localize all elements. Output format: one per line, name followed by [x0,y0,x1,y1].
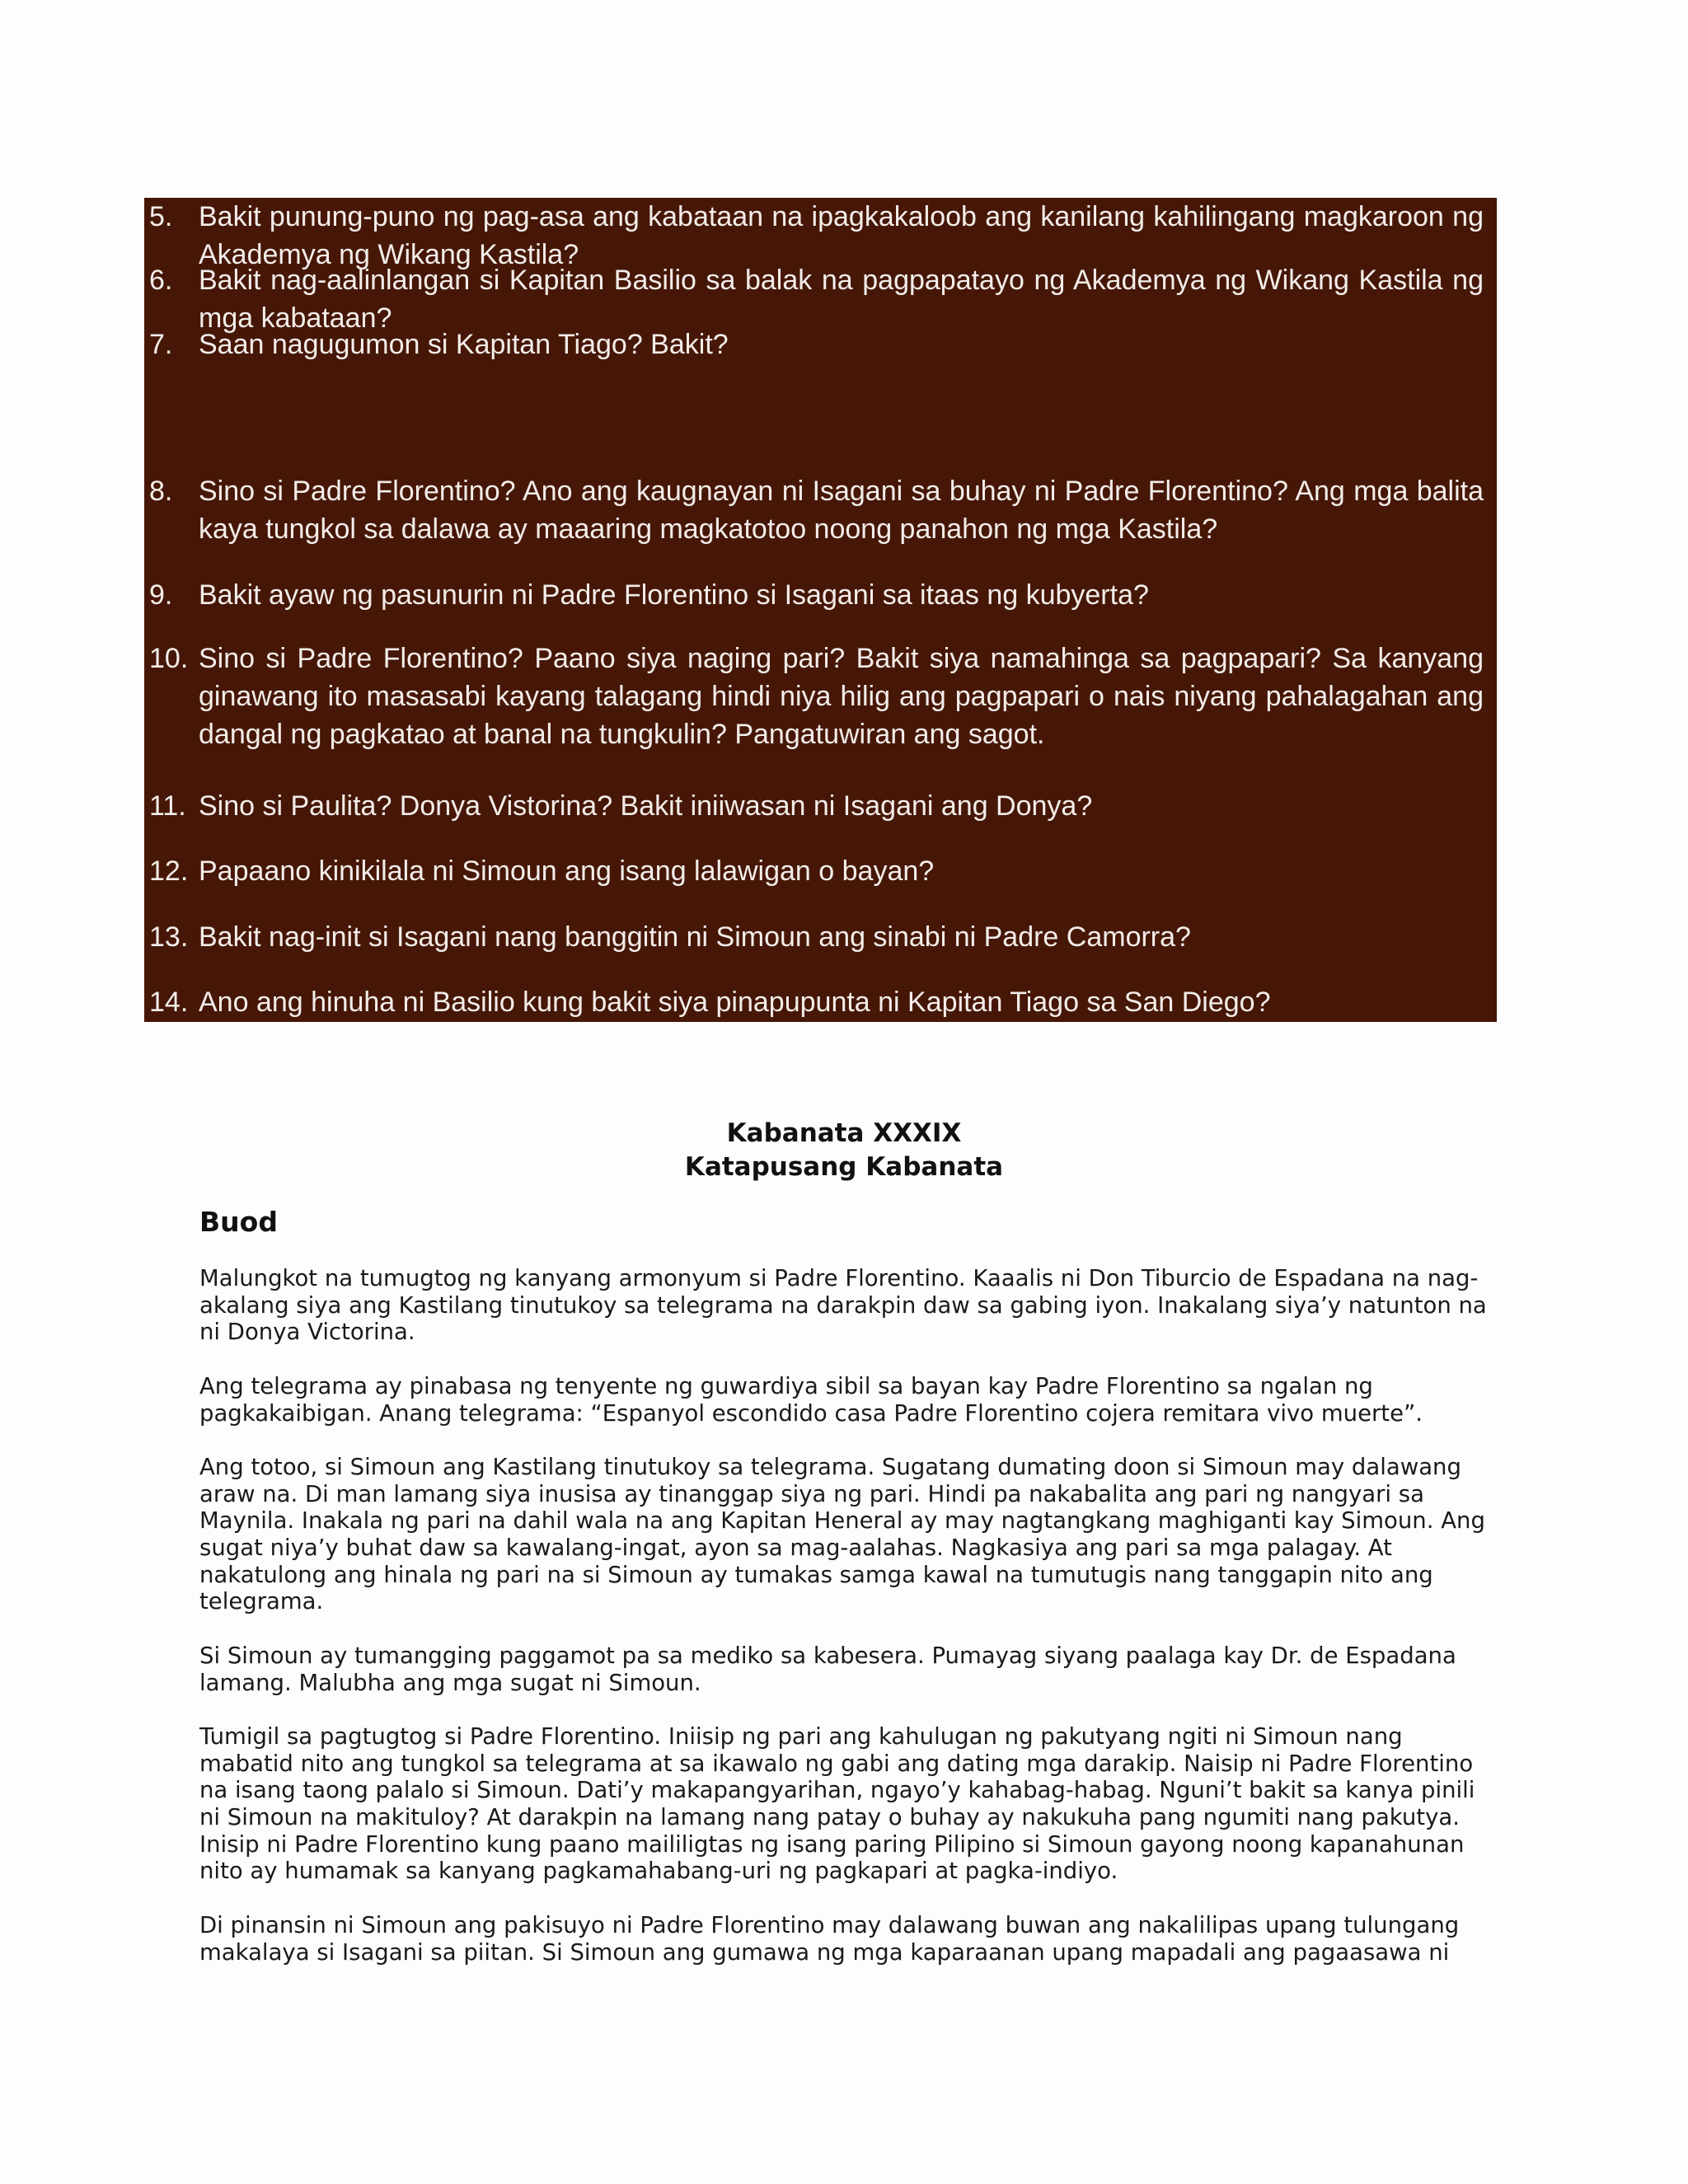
question-number: 13. [149,921,189,953]
question-text: Sino si Paulita? Donya Vistorina? Bakit iniiwasan ni Isagani ang Donya? [199,790,1093,822]
question-text: Bakit nag-init si Isagani nang banggitin ni Simoun ang sinabi ni Padre Camorra? [199,921,1191,953]
question-text: Ano ang hinuha ni Basilio kung bakit siya pinapupunta ni Kapitan Tiago sa San Diego? [199,987,1271,1018]
question-text: Saan nagugumon si Kapitan Tiago? Bakit? [199,329,729,360]
question-text: Sino si Padre Florentino? Paano siya naging pari? Bakit siya namahinga sa pagpapari? Sa kanyang ginawang ito masasabi kayang talagang hindi niya hilig ang pagpapari o nais niyang pahalagahan ang dangal ng pagkatao at banal na tungkulin? Pangatuwiran ang sagot. [199,643,1484,750]
summary-paragraph: Malungkot na tumugtog ng kanyang armonyum si Padre Florentino. Kaaalis ni Don Tiburcio de Espadana na nag-akalang siya ang Kastilang tinutukoy sa telegrama na darakpin daw sa gabing iyon. Inakalang siya’y natunton na ni Donya Victorina. [199,1265,1487,1346]
question-number: 9. [149,579,173,611]
questions-panel [144,198,1497,1022]
summary-paragraph: Si Simoun ay tumangging paggamot pa sa mediko sa kabesera. Pumayag siyang paalaga kay Dr. de Espadana lamang. Malubha ang mga sugat ni Simoun. [199,1642,1456,1696]
question-number: 12. [149,855,189,887]
chapter-heading [0,1117,1688,1184]
question-item [144,983,1484,1021]
question-number: 5. [149,201,173,232]
question-number: 7. [149,329,173,360]
question-text: Sino si Padre Florentino? Ano ang kaugnayan ni Isagani sa buhay ni Padre Florentino? Ang mga balita kaya tungkol sa dalawa ay maaaring magkatotoo noong panahon ng mga Kastila? [199,476,1484,545]
question-number: 6. [149,265,173,296]
summary-paragraph: Ang telegrama ay pinabasa ng tenyente ng guwardiya sibil sa bayan kay Padre Florentino sa ngalan ng pagkakaibigan. Anang telegrama: “Espanyol escondido casa Padre Florentino cojera remitara vivo muerte”. [199,1372,1423,1427]
summary-paragraph: Di pinansin ni Simoun ang pakisuyo ni Padre Florentino may dalawang buwan ang nakalilipas upang tulungang makalaya si Isagani sa piitan. Si Simoun ang gumawa ng mga kaparaanan upang mapadali ang pagaasawa ni [199,1911,1460,1966]
question-item [144,787,1484,825]
summary-label: Buod [199,1206,278,1238]
summary-paragraph: Ang totoo, si Simoun ang Kastilang tinutukoy sa telegrama. Sugatang dumating doon si Simoun may dalawang araw na. Di man lamang siya inusisa ay tinanggap siya ng pari. Hindi pa nakabalita ang pari ng nangyari sa Maynila. Inakala ng pari na dahil wala na ang Kapitan Heneral ay may nagtangkang maghiganti kay Simoun. Ang sugat niya’y buhat daw sa kawalang-ingat, ayon sa mag-aalahas. Nagkasiya ang pari sa mga palagay. At nakatulong ang hinala ng pari na si Simoun ay tumakas samga kawal na tumutugis nang tanggapin nito ang telegrama. [199,1453,1485,1615]
summary-paragraph: Tumigil sa pagtugtog si Padre Florentino. Iniisip ng pari ang kahulugan ng pakutyang ngiti ni Simoun nang mabatid nito ang tungkol sa telegrama at sa ikawalo ng gabi ang dating mga darakip. Naisip ni Padre Florentino na isang taong palalo si Simoun. Dati’y makapangyarihan, ngayo’y kahabag-habag. Nguni’t bakit sa kanya pinili ni Simoun na makituloy? At darakpin na lamang nang patay o buhay ay nakukuha pang ngumiti nang pakutya. Inisip ni Padre Florentino kung paano maililigtas ng isang paring Pilipino si Simoun gayong noong kapanahunan nito ay humamak sa kanyang pagkamahabang-uri ng pagkapari at pagka-indiyo. [199,1722,1475,1885]
question-text: Bakit ayaw ng pasunurin ni Padre Florentino si Isagani sa itaas ng kubyerta? [199,579,1149,611]
question-item [144,472,1484,548]
question-number: 10. [149,643,189,674]
question-text: Papaano kinikilala ni Simoun ang isang lalawigan o bayan? [199,855,935,887]
summary-body [199,1265,1502,1993]
chapter-title: Katapusang Kabanata [684,1152,1004,1182]
question-item [144,576,1484,614]
question-number: 11. [149,790,186,822]
question-item [144,918,1484,956]
question-number: 14. [149,987,189,1018]
chapter-number: Kabanata XXXIX [726,1118,962,1148]
question-item [144,640,1484,753]
question-text: Bakit nag-aalinlangan si Kapitan Basilio sa balak na pagpapatayo ng Akademya ng Wikang Kastila ng mga kabataan? [199,265,1484,334]
question-number: 8. [149,476,173,507]
question-text: Bakit punung-puno ng pag-asa ang kabataan na ipagkakaloob ang kanilang kahilingang magkaroon ng Akademya ng Wikang Kastila? [199,201,1484,270]
question-item [144,852,1484,890]
question-item [144,326,1484,363]
